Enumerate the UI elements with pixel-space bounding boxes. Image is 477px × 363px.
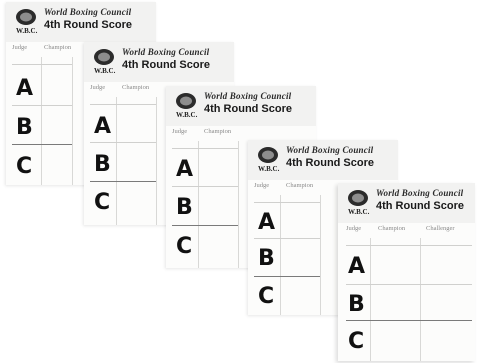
row-divider bbox=[12, 105, 72, 106]
council-name: World Boxing Council bbox=[286, 145, 374, 155]
row-divider bbox=[254, 276, 320, 277]
wbc-logo-icon bbox=[14, 7, 38, 35]
row-divider bbox=[172, 148, 238, 149]
council-name: World Boxing Council bbox=[204, 91, 292, 101]
wbc-logo-icon bbox=[174, 91, 198, 119]
column-champion: Champion bbox=[286, 182, 314, 189]
round-title: 4th Round Score bbox=[286, 157, 375, 169]
row-divider bbox=[254, 202, 320, 203]
svg-text:W.B.C.: W.B.C. bbox=[16, 27, 38, 35]
column-judge: Judge bbox=[346, 225, 362, 232]
round-title: 4th Round Score bbox=[44, 19, 133, 31]
column-judge: Judge bbox=[90, 84, 106, 91]
row-divider bbox=[346, 320, 472, 321]
judge-letter-c: C bbox=[16, 154, 33, 179]
svg-text:W.B.C.: W.B.C. bbox=[258, 165, 280, 173]
row-divider bbox=[172, 186, 238, 187]
row-divider bbox=[90, 104, 156, 105]
council-name: World Boxing Council bbox=[44, 7, 132, 17]
judge-letter-b: B bbox=[348, 292, 365, 317]
judge-letter-c: C bbox=[94, 190, 111, 215]
column-divider bbox=[280, 195, 281, 315]
row-divider bbox=[90, 142, 156, 143]
column-divider bbox=[116, 97, 117, 225]
wbc-logo-icon bbox=[92, 47, 116, 75]
judge-letter-b: B bbox=[176, 195, 193, 220]
column-divider bbox=[420, 238, 421, 361]
row-divider bbox=[12, 64, 72, 65]
svg-text:W.B.C.: W.B.C. bbox=[176, 111, 198, 119]
column-divider bbox=[370, 238, 371, 361]
judge-letter-c: C bbox=[258, 284, 275, 309]
council-name: World Boxing Council bbox=[122, 47, 210, 57]
svg-text:W.B.C.: W.B.C. bbox=[94, 67, 116, 75]
wbc-logo-icon bbox=[256, 145, 280, 173]
column-champion: Champion bbox=[122, 84, 150, 91]
row-divider bbox=[12, 144, 72, 145]
column-champion: Champion bbox=[44, 44, 72, 51]
row-divider bbox=[346, 245, 472, 246]
column-divider bbox=[72, 57, 73, 185]
judge-letter-a: A bbox=[16, 76, 34, 101]
column-divider bbox=[238, 141, 239, 268]
row-divider bbox=[172, 225, 238, 226]
judge-letter-b: B bbox=[258, 246, 275, 271]
row-divider bbox=[346, 284, 472, 285]
row-divider bbox=[90, 181, 156, 182]
column-divider bbox=[320, 195, 321, 315]
council-name: World Boxing Council bbox=[376, 188, 464, 198]
judge-letter-c: C bbox=[348, 329, 365, 354]
judge-letter-a: A bbox=[258, 210, 276, 235]
judge-letter-b: B bbox=[94, 152, 111, 177]
column-challenger: Challenger bbox=[426, 225, 455, 232]
column-judge: Judge bbox=[12, 44, 28, 51]
judge-letter-a: A bbox=[94, 114, 112, 139]
column-judge: Judge bbox=[254, 182, 270, 189]
column-champion: Champion bbox=[204, 128, 232, 135]
judge-letter-c: C bbox=[176, 234, 193, 259]
column-divider bbox=[41, 57, 42, 185]
round-title: 4th Round Score bbox=[204, 103, 293, 115]
round-title: 4th Round Score bbox=[376, 200, 465, 212]
column-judge: Judge bbox=[172, 128, 188, 135]
svg-text:W.B.C.: W.B.C. bbox=[348, 208, 370, 216]
judge-letter-b: B bbox=[16, 115, 33, 140]
row-divider bbox=[254, 238, 320, 239]
judge-letter-a: A bbox=[176, 157, 194, 182]
column-champion: Champion bbox=[378, 225, 406, 232]
column-divider bbox=[156, 97, 157, 225]
score-card-5 bbox=[338, 183, 475, 361]
wbc-logo-icon bbox=[346, 188, 370, 216]
judge-letter-a: A bbox=[348, 254, 366, 279]
column-divider bbox=[198, 141, 199, 268]
round-title: 4th Round Score bbox=[122, 59, 211, 71]
